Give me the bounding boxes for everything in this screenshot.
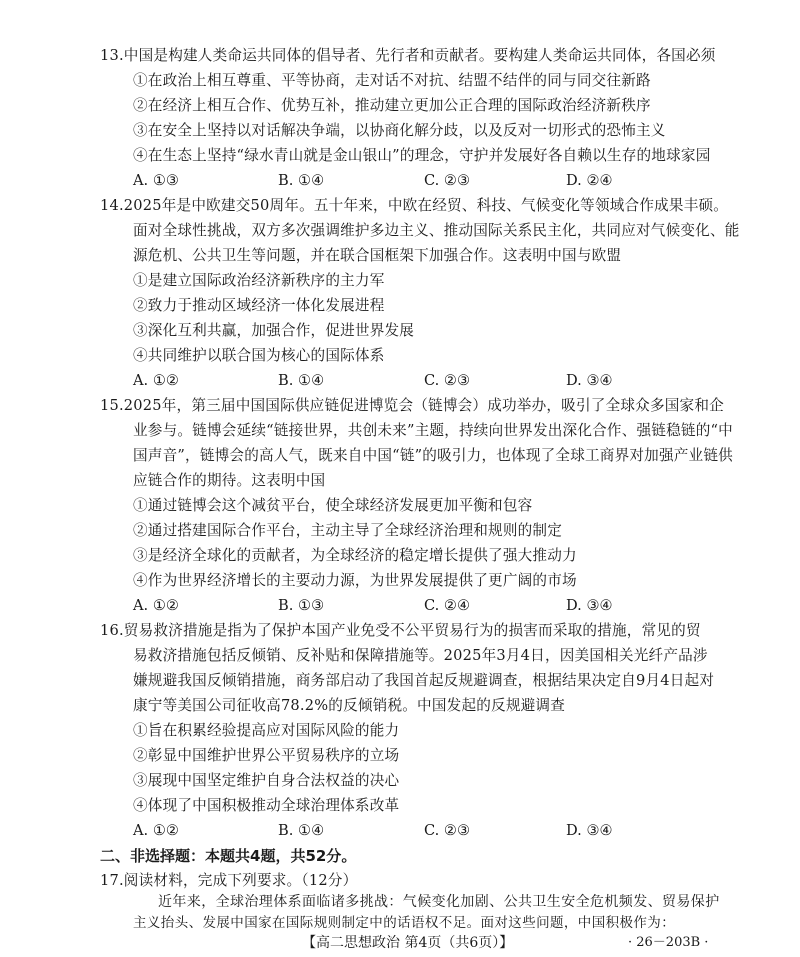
statement-item: ③深化互利共赢，加强合作，促进世界发展 <box>133 322 415 339</box>
statement-item: ④体现了中国积极推动全球治理体系改革 <box>133 797 400 814</box>
question-stem-line: 业参与。链博会延续“链接世界，共创未来”主题，持续向世界发出深化合作、强链稳链的“中 <box>133 422 733 439</box>
statement-item: ③是经济全球化的贡献者，为全球经济的稳定增长提供了强大推动力 <box>133 547 577 564</box>
choice-c: C. ②④ <box>424 597 471 614</box>
statement-item: ①在政治上相互尊重、平等协商，走对话不对抗、结盟不结伴的同与同交往新路 <box>133 72 651 89</box>
question-stem-line: 应链合作的期待。这表明中国 <box>133 472 326 489</box>
statement-item: ④作为世界经济增长的主要动力源，为世界发展提供了更广阔的市场 <box>133 572 577 589</box>
question-stem-line: 嫌规避我国反倾销措施，商务部启动了我国首起反规避调查，根据结果决定自9月4日起对 <box>133 672 715 689</box>
question-stem: 14.2025年是中欧建交50周年。五十年来，中欧在经贸、科技、气候变化等领域合作成果丰硕。 <box>100 197 729 214</box>
statement-item: ②致力于推动区域经济一体化发展进程 <box>133 297 385 314</box>
paper-code: · 26－203B · <box>628 935 709 950</box>
choice-d: D. ②④ <box>566 172 613 189</box>
statement-item: ③在安全上坚持以对话解决争端，以协商化解分歧，以及反对一切形式的恐怖主义 <box>133 122 666 139</box>
statement-item: ①是建立国际政治经济新秩序的主力军 <box>133 272 385 289</box>
question-stem: 15.2025年，第三届中国国际供应链促进博览会（链博会）成功举办，吸引了全球众多国家和企 <box>100 397 724 414</box>
statement-item: ①通过链博会这个减贫平台，使全球经济发展更加平衡和包容 <box>133 497 533 514</box>
choice-a: A. ①② <box>133 822 179 839</box>
choice-a: A. ①③ <box>133 172 179 189</box>
choice-d: D. ③④ <box>566 597 613 614</box>
choice-b: B. ①④ <box>278 372 325 389</box>
choice-c: C. ②③ <box>424 372 471 389</box>
statement-item: ③展现中国坚定维护自身合法权益的决心 <box>133 772 400 789</box>
choice-a: A. ①② <box>133 597 179 614</box>
question-stem-line: 国声音”，链博会的高人气，既来自中国“链”的吸引力，也体现了全球工商界对加强产业链供 <box>133 447 733 464</box>
choice-b: B. ①④ <box>278 172 325 189</box>
question-stem-line: 面对全球性挑战，双方多次强调维护多边主义、推动国际关系民主化，共同应对气候变化、能 <box>133 222 740 239</box>
section-title: 二、非选择题：本题共4题，共52分。 <box>100 847 357 865</box>
choice-b: B. ①④ <box>278 822 325 839</box>
choice-c: C. ②③ <box>424 172 471 189</box>
statement-item: ④共同维护以联合国为核心的国际体系 <box>133 347 385 364</box>
statement-item: ④在生态上坚持“绿水青山就是金山银山”的理念，守护并发展好各自赖以生存的地球家园 <box>133 147 711 164</box>
material-paragraph: 近年来，全球治理体系面临诸多挑战：气候变化加剧、公共卫生安全危机频发、贸易保护 <box>158 894 720 910</box>
question-stem-line: 康宁等美国公司征收高78.2%的反倾销税。中国发起的反规避调查 <box>133 697 566 714</box>
statement-item: ②在经济上相互合作、优势互补，推动建立更加公正合理的国际政治经济新秩序 <box>133 97 651 114</box>
question-stem: 13.中国是构建人类命运共同体的倡导者、先行者和贡献者。要构建人类命运共同体，各国必须 <box>100 47 716 64</box>
statement-item: ②彰显中国维护世界公平贸易秩序的立场 <box>133 747 400 764</box>
page-footer: 【高二思想政治 第4页（共6页）】 <box>302 935 514 951</box>
question-stem: 17.阅读材料，完成下列要求。（12分） <box>100 872 358 889</box>
question-stem-line: 易救济措施包括反倾销、反补贴和保障措施等。2025年3月4日，因美国相关光纤产品涉 <box>133 647 708 664</box>
material-paragraph: 主义抬头、发展中国家在国际规则制定中的话语权不足。面对这些问题，中国积极作为： <box>133 915 676 931</box>
question-stem-line: 源危机、公共卫生等问题，并在联合国框架下加强合作。这表明中国与欧盟 <box>133 247 622 264</box>
choice-a: A. ①② <box>133 372 179 389</box>
choice-d: D. ③④ <box>566 372 613 389</box>
choice-b: B. ①③ <box>278 597 325 614</box>
choice-c: C. ②③ <box>424 822 471 839</box>
choice-d: D. ③④ <box>566 822 613 839</box>
statement-item: ②通过搭建国际合作平台，主动主导了全球经济治理和规则的制定 <box>133 522 563 539</box>
question-stem: 16.贸易救济措施是指为了保护本国产业免受不公平贸易行为的损害而采取的措施，常见的贸 <box>100 622 701 639</box>
statement-item: ①旨在积累经验提高应对国际风险的能力 <box>133 722 400 739</box>
